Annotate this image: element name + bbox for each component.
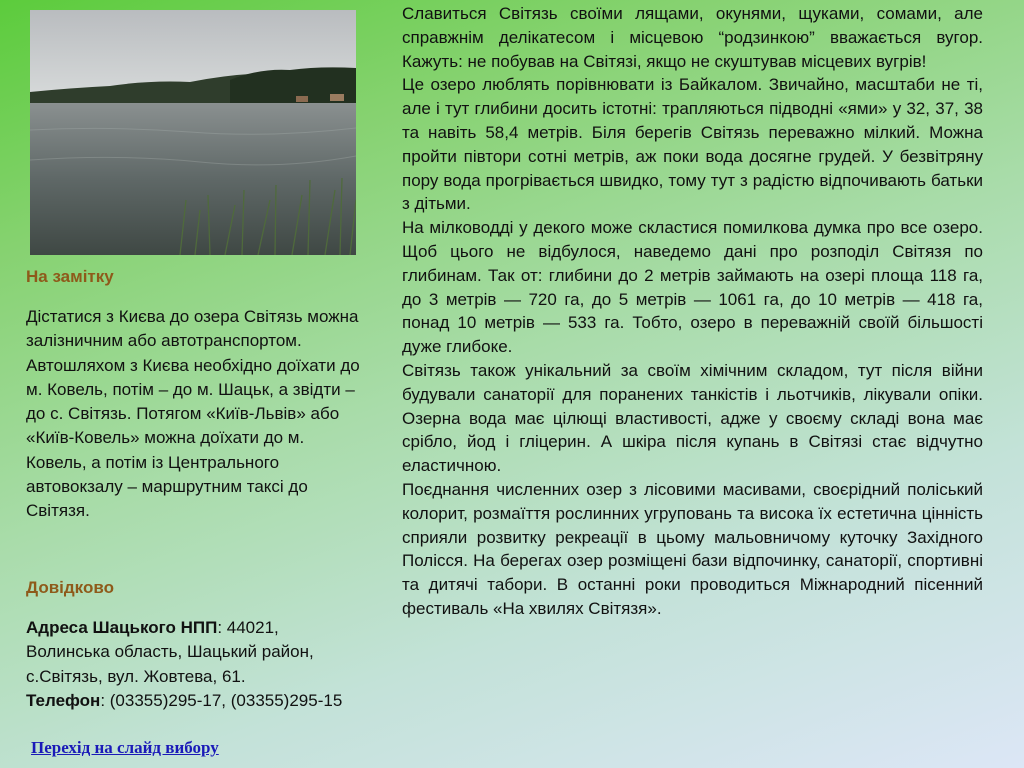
- lake-photo: [30, 10, 356, 255]
- travel-directions-text: Дістатися з Києва до озера Світязь можна залізничним або автотранспортом. Автошляхом з Києва необхідно доїхати до м. Ковель, потім – до м. Шацьк, а звідти – до с. Світязь. Потягом «Київ-Львів» або «Київ-Ковель» можна доїхати до м. Ковель, а потім із Центрального автовокзалу – маршрутним таксі до Світязя.: [26, 307, 360, 521]
- main-article: [402, 2, 983, 621]
- phone-value: : (03355)295-17, (03355)295-15: [100, 690, 343, 710]
- article-paragraph: Поєднання численних озер з лісовими масивами, своєрідний поліський колорит, розмаїття рослинних угруповань та висока їх естетична цінність сприяли розвитку рекреації в цьому мальовничому куточку Західного Полісся. На берегах озер розміщені бази відпочинку, санаторії, спортивні та дитячі табори. В останні роки проводиться Міжнародний пісенний фестиваль «На хвилях Світязя».: [402, 479, 983, 618]
- article-paragraph: Світязь також унікальний за своїм хімічним складом, тут після війни будували санаторії для поранених танкістів і льотчиків, лікували опіки. Озерна вода має цілющі властивості, адже у своєму складі вона має срібло, йод і гліцерин. А шкіра після купань в Світязі стає відчутно еластичною.: [402, 360, 983, 476]
- address-label: Адреса Шацького НПП: [26, 618, 218, 637]
- go-to-selection-slide-link[interactable]: Перехід на слайд вибору: [31, 738, 219, 757]
- phone-label: Телефон: [26, 690, 101, 710]
- reference-heading: Довідково: [26, 578, 114, 597]
- note-heading: На замітку: [26, 267, 114, 286]
- lake-landscape-image: [30, 10, 356, 255]
- address-value: : 44021, Волинська область, Шацький район, с.Світязь, вул. Жовтева, 61.: [26, 618, 314, 686]
- article-paragraph: На мілководді у декого може скластися помилкова думка про все озеро. Щоб цього не відбулося, наведемо дані про розподіл Світязя по глибинам. Так от: глибини до 2 метрів займають на озері площа 118 га, до 3 метрів — 720 га, до 5 метрів — 1061 га, до 10 метрів — 418 га, понад 10 метрів — 533 га. Тобто, озеро в переважній своїй більшості дуже глибоке.: [402, 218, 983, 357]
- article-paragraph: Славиться Світязь своїми лящами, окунями, щуками, сомами, але справжнім делікатесом і місцевою “родзинкою” вважається вугор. Кажуть: не побував на Світязі, якщо не скуштував місцевих вугрів!: [402, 4, 983, 71]
- article-paragraph: Це озеро люблять порівнювати із Байкалом. Звичайно, масштаби не ті, але і тут глибини досить істотні: трапляються підводні «ями» у 32, 37, 38 та навіть 58,4 метрів. Біля берегів Світязь переважно мілкий. Можна пройти півтори сотні метрів, аж поки вода досягне грудей. У безвітряну пору вода прогрівається швидко, тому тут з радістю відпочивають батьки з дітьми.: [402, 75, 983, 214]
- park-contact-info: [26, 616, 366, 713]
